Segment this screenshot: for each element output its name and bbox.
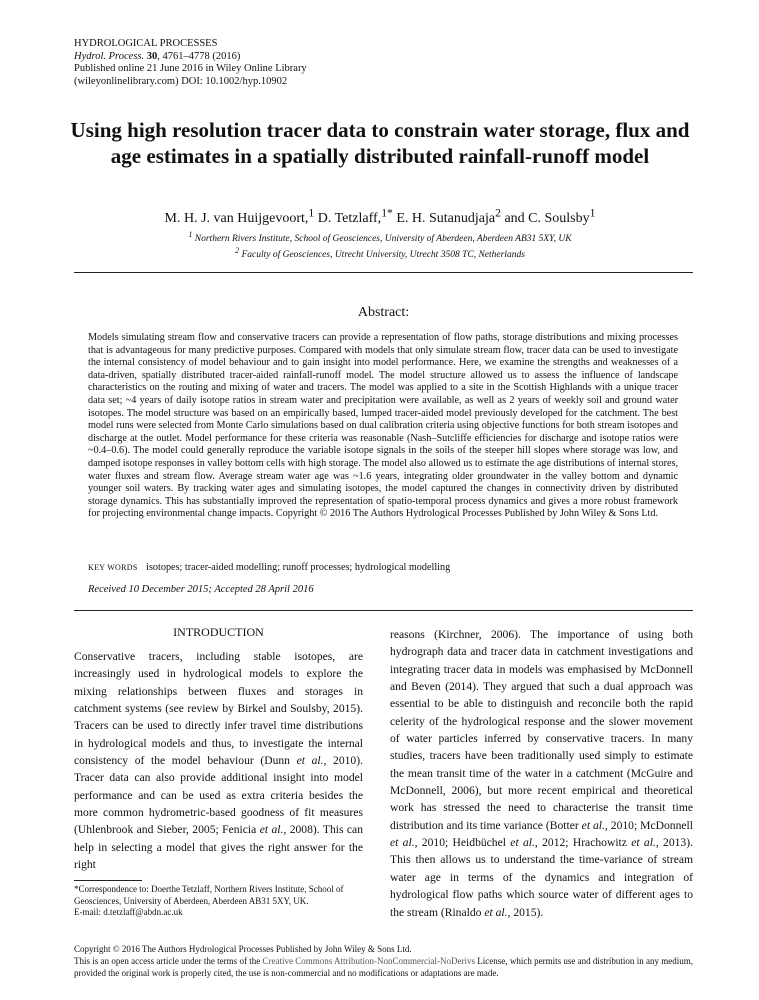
author: M. H. J. van Huijgevoort,$^1$ <box>164 206 315 226</box>
footnote-rule <box>74 880 142 881</box>
intro-column-1: Conservative tracers, including stable isotopes, are increasingly used in hydrological models to explore the mixing relationships between fluxes and storages in catchment systems (see review by Birkel and Soulsby, 2015). Tracers can be used to directly infer travel time distributions in hydrological models and thus, to investigate the internal consistency of the model behaviour (Dunn et al., 2010). Tracer data can also provide additional insight into model performance and can be used as extra criteria besides the more common hydrometric-based goodness of fit measures (Uhlenbrook and Sieber, 2005; Fenicia et al., 2008). This can help in selecting a model that gives the right answer for the right <box>74 650 363 872</box>
journal-name: HYDROLOGICAL PROCESSES <box>74 38 218 49</box>
intro-column-2: reasons (Kirchner, 2006). The importance of using both hydrograph data and tracer data in catchment investigations and integrating tracer data in models was emphasised by McDonnell and Beven (2014). They argued that such a dual approach was essential to be able to distinguish and reconcile both the rapid celerity of the hydrological response and the slower movement of water particles inferred by conservative tracers. In many studies, tracers have been traditionally used simply to estimate the mean transit time of the water in a catchment (McGuire and McDonnell, 2006), but more recent empirical and theoretical work has stressed the need to characterise the transit time distribution and its time variance (Botter et al., 2010; McDonnell et al., 2010; Heidbüchel et al., 2012; Hrachowitz et al., 2013). This then allows us to understand the time-variance of stream water age in terms of the dynamics and integration of hydrological flow paths which source water of different ages to the stream (Rinaldo et al., 2015). <box>390 628 693 919</box>
correspondence-email[interactable]: E-mail: d.tetzlaff@abdn.ac.uk <box>74 907 183 917</box>
doi-line[interactable]: (wileyonlinelibrary.com) DOI: 10.1002/hyp.10902 <box>74 75 288 87</box>
pages: 4761–4778 (2016) <box>162 50 241 62</box>
keywords <box>88 562 450 573</box>
abstract-body: Models simulating stream flow and conservative tracers can provide a representation of flow paths, storage distributions and mixing processes that is advantageous for many predictive purposes. Compared with models that only simulate stream flow, tracer data can be used to investigate the internal consistency of model behaviour and to gain insight into model performance. Here, we examine the strengths and weaknesses of a data-driven, spatially distributed tracer-aided rainfall-runoff model. The model structure allowed us to assess the influence of landscape characteristics on the routing and mixing of water and tracers. The model was applied to a site in the Scottish Highlands with a unique tracer data set; ~4 years of daily isotope ratios in stream water and precipitation were available, as well as 2 years of weekly soil and ground water isotopes. The model structure was based on an empirically based, lumped tracer-aided model previously developed for the catchment. The best model runs were selected from Monte Carlo simulations based on dual calibration criteria using objective functions for both stream isotopes and discharge at the outlet. Model performance for these criteria was reasonable (Nash–Sutcliffe efficiencies for discharge and isotope ratios were ~0.4–0.6). The model could generally reproduce the variable isotope signals in the soils of the steeper hill slopes where storage was low, and damped isotope responses in valley bottom cells with high storage. The model also allowed us to estimate the age distributions of internal stores, water fluxes and stream flow. Average stream water age was ~1.6 years, integrating older groundwater in the valley bottom and dynamic younger soil waters. By tracking water ages and simulating isotopes, the model captured the changes in connectivity driven by distributed storage dynamics. This has substantially improved the representation of spatio-temporal process dynamics and gives a more robust framework for projecting environmental change impacts. Copyright © 2016 The Authors Hydrological Processes Published by John Wiley & Sons Ltd. <box>88 332 679 520</box>
author: D. Tetzlaff,$^{1*}$ <box>317 206 393 226</box>
correspondence-note <box>74 884 363 919</box>
article-title: Using high resolution tracer data to constrain water storage, flux and age estimates in a spatially distributed rainfall-runoff model <box>70 118 690 168</box>
journal-citation: Hydrol. Process. 30, 4761–4778 (2016) <box>74 50 241 62</box>
divider <box>74 272 693 273</box>
section-heading-introduction: INTRODUCTION <box>173 625 264 639</box>
footer-copyright: Copyright © 2016 The Authors Hydrological Processes Published by John Wiley & Sons Ltd. <box>74 944 412 954</box>
keywords-label: KEY WORDS <box>88 563 138 572</box>
open-access-statement: This is an open access article under the terms of the Creative Commons Attribution-NonCommercial-NoDerivs License, which permits use and distribution in any medium, provided the original work is properly cited, the use is non-commercial and no modifications or adaptations are made. <box>74 955 693 978</box>
license-link[interactable]: Creative Commons Attribution-NonCommercial-NoDerivs <box>262 955 476 966</box>
journal-header <box>74 38 307 88</box>
author: E. H. Sutanudjaja$^2$ <box>396 206 501 226</box>
author: and C. Soulsby$^1$ <box>504 206 596 226</box>
abstract-heading: Abstract: <box>357 305 410 320</box>
page-footer <box>74 944 693 979</box>
keywords-text: isotopes; tracer-aided modelling; runoff processes; hydrological modelling <box>146 562 451 573</box>
author-list <box>60 206 700 227</box>
correspondence-address: *Correspondence to: Doerthe Tetzlaff, Northern Rivers Institute, School of Geosciences, University of Aberdeen, Aberdeen AB31 5XY, UK. <box>74 884 344 906</box>
divider <box>74 610 693 611</box>
received-dates: Received 10 December 2015; Accepted 28 April 2016 <box>88 584 314 595</box>
published-line: Published online 21 June 2016 in Wiley Online Library <box>74 63 307 74</box>
affiliation: $^1$ Northern Rivers Institute, School of Geosciences, University of Aberdeen, Aberdeen AB31 5XY, UK <box>188 230 572 245</box>
volume: 30 <box>146 50 158 62</box>
citation-prefix: Hydrol. Process. <box>74 50 145 62</box>
affiliations <box>60 229 700 261</box>
affiliation: $^2$ Faculty of Geosciences, Utrecht University, Utrecht 3508 TC, Netherlands <box>235 246 525 261</box>
